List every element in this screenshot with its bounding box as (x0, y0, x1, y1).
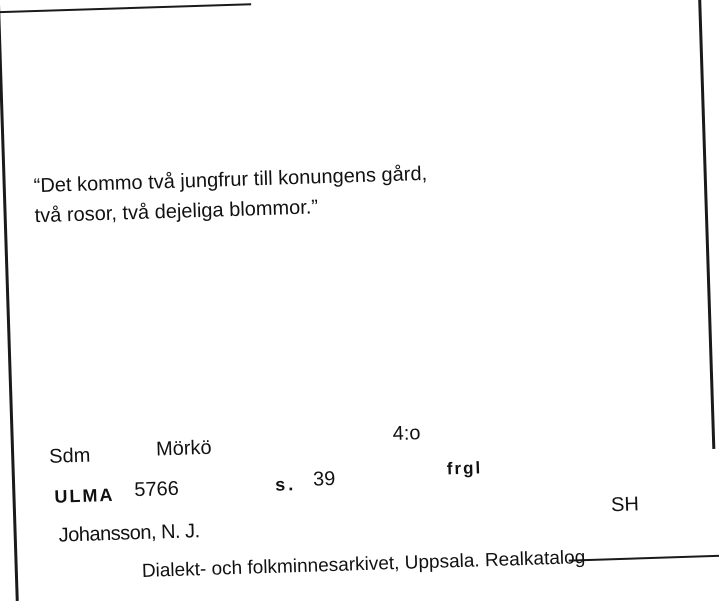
province-code: Sdm (48, 444, 91, 468)
collector-name: Johansson, N. J. (58, 520, 200, 547)
card-edge-top (0, 3, 251, 13)
institution-footer: Dialekt- och folkminnesarkivet, Uppsala. Realkatalog (141, 547, 586, 582)
format-code: 4:o (392, 422, 421, 446)
page-label: s. (274, 474, 297, 495)
parish-name: Mörkö (155, 436, 212, 461)
archive-number: 5766 (133, 477, 180, 502)
initials: SH (610, 493, 640, 517)
category-code: frgl (446, 458, 483, 479)
card-edge-bottom (569, 555, 719, 562)
archive-code: ULMA (54, 484, 115, 507)
quote-line-2: två rosor, två dejeliga blommor.” (34, 196, 319, 228)
card-edge-left (0, 1, 19, 601)
card-edge-right (698, 0, 716, 449)
page-number: 39 (312, 467, 336, 491)
quote-line-1: “Det kommo två jungfrur till konungens gård, (33, 162, 428, 198)
